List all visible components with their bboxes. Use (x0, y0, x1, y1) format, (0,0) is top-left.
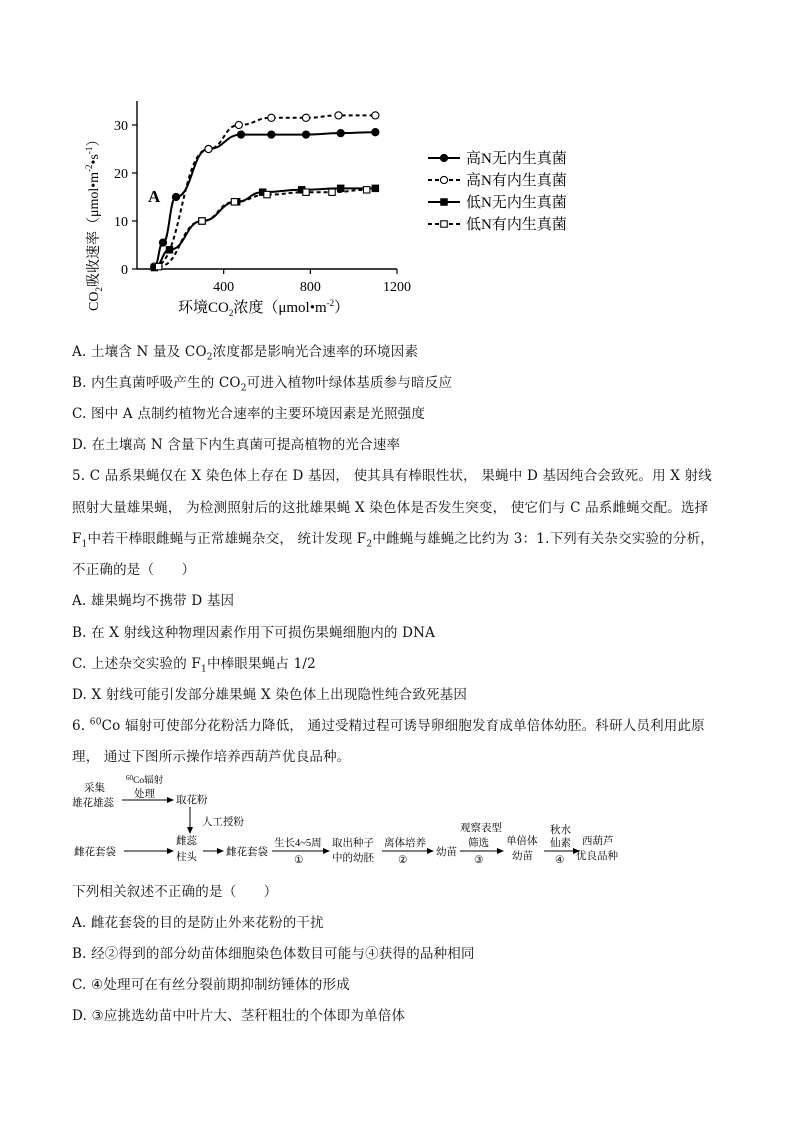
data-point (264, 191, 270, 197)
data-point (372, 112, 379, 119)
data-point (205, 145, 212, 152)
flow-pollen: 取花粉 (176, 795, 208, 806)
data-point (268, 131, 275, 138)
q5-stem-line4: 不正确的是（ ） (72, 562, 196, 578)
flow-colchicine-1: 秋水 (550, 825, 571, 836)
q6-option-a: A. 雌花套袋的目的是防止外来花粉的干扰 (72, 915, 324, 931)
data-point (268, 114, 275, 121)
x-tick-label: 800 (299, 280, 321, 295)
flow-embryo-2: 中的幼胚 (332, 853, 374, 864)
flow-grow: 生长4~5周 (274, 838, 322, 849)
flow-observe: 观察表型 (460, 823, 502, 834)
data-point (231, 199, 237, 205)
chart-legend (428, 149, 567, 233)
q5-option-b: B. 在 X 射线这种物理因素作用下可损伤果蝇细胞内的 DNA (72, 625, 436, 641)
data-point (237, 131, 244, 138)
flow-culture: 离体培养 (384, 838, 426, 849)
x-ticks (213, 269, 411, 295)
q6-option-d: D. ③应挑选幼苗中叶片大、茎秆粗壮的个体即为单倍体 (72, 1008, 406, 1024)
x-tick-label: 400 (213, 280, 235, 295)
legend-marker (441, 221, 447, 227)
data-point (329, 189, 335, 195)
flow-step-3: ③ (474, 855, 484, 866)
data-point (372, 185, 378, 191)
series-layer (151, 112, 379, 271)
legend-label: 高N无内生真菌 (466, 151, 567, 167)
flow-screen: 筛选 (468, 838, 489, 849)
flow-pollinate: 人工授粉 (202, 817, 244, 828)
flow-step-2: ② (398, 855, 408, 866)
q6-option-b: B. 经②得到的部分幼苗体细胞染色体数目可能与④获得的品种相同 (72, 946, 475, 962)
flow-process: 处理 (134, 789, 155, 800)
legend-label: 低N无内生真菌 (466, 195, 567, 211)
co2-uptake-chart (60, 66, 620, 326)
q6-question-stem: 下列相关叙述不正确的是（ ） (72, 884, 278, 900)
flow-stigma-1: 雌蕊 (176, 836, 197, 847)
q6-stem-line2: 理， 通过下图所示操作培养西葫芦优良品种。 (72, 749, 351, 765)
y-tick-label: 30 (114, 119, 128, 134)
data-point (172, 193, 179, 200)
q5-stem-line2: 照射大量雄果蝇， 为检测照射后的这批雄果蝇 X 染色体是否发生突变， 使它们与 C 品系雌蝇交配。选择 (72, 500, 709, 516)
flow-haploid-2: 幼苗 (512, 851, 533, 862)
data-point (302, 131, 309, 138)
data-point (335, 112, 342, 119)
chart-xlabel: 环境$CO_2$浓度$(\mu mol•m^{-2})$ (178, 298, 350, 318)
q5-option-d: D. X 射线可能引发部分雄果蝇 X 染色体上出现隐性纯合致死基因 (72, 687, 468, 703)
data-point (372, 129, 379, 136)
data-point (159, 239, 166, 246)
legend-label: 高N有内生真菌 (466, 173, 567, 189)
flow-collect: 采集 (84, 783, 105, 794)
data-point (155, 263, 161, 269)
flow-seedling: 幼苗 (436, 847, 457, 858)
q4-option-b: B. 内生真菌呼吸产生的 $CO_2$可进入植物叶绿体基质参与暗反应 (72, 375, 453, 394)
data-point (199, 218, 205, 224)
flow-haploid-1: 单倍体 (506, 836, 538, 847)
q6-stem-line1: 6. $^{60}$Co 辐射可使部分花粉活力降低， 通过受精过程可诱导卵细胞发育成单倍体幼胚。科研人员利用此原 (72, 717, 705, 734)
chart-ylabel: $CO_2$吸收速率$(\mu mol•m^{-2}•s^{-1})$ (84, 132, 104, 311)
q6-option-c: C. ④处理可在有丝分裂前期抑制纺锤体的形成 (72, 977, 350, 993)
data-point (337, 130, 344, 137)
flow-step-1: ① (294, 855, 304, 866)
series-line (159, 190, 367, 267)
y-tick-label: 20 (114, 167, 128, 182)
data-point (302, 114, 309, 121)
q4-option-a: A. 土壤含 N 量及 $CO_2$浓度都是影响光合速率的环境因素 (72, 344, 419, 363)
y-ticks (114, 119, 137, 278)
flow-result-2: 优良品种 (576, 851, 618, 862)
x-tick-label: 1200 (383, 280, 411, 295)
q5-option-c: C. 上述杂交实验的 $F_1$中棒眼果蝇占 1/2 (72, 656, 316, 675)
data-point (337, 185, 343, 191)
series-line (154, 132, 375, 266)
series-3 (155, 187, 369, 270)
data-point (235, 121, 242, 128)
flow-embryo-1: 取出种子 (332, 838, 374, 849)
flow-male-stamen: 雄花雄蕊 (72, 798, 114, 809)
breeding-flow-diagram (70, 773, 640, 873)
legend-marker (440, 154, 447, 161)
flow-radiation: $^{60}$Co辐射 (126, 774, 164, 786)
q5-stem-line3: $F_1$中若干棒眼雌蝇与正常雄蝇杂交， 统计发现 $F_2$中雌蝇与雄蝇之比约为 3：1.下列有关杂交实验的分析， (72, 531, 714, 550)
y-tick-label: 0 (121, 263, 128, 278)
q4-option-d: D. 在土壤高 N 含量下内生真菌可提高植物的光合速率 (72, 437, 401, 453)
flow-colchicine-2: 仙素 (550, 838, 571, 849)
y-tick-label: 10 (114, 215, 128, 230)
legend-marker (440, 176, 447, 183)
data-point (303, 189, 309, 195)
flow-bagged-2: 雌花套袋 (226, 847, 268, 858)
legend-marker (441, 199, 447, 205)
series-0 (151, 129, 379, 271)
flow-stigma-2: 柱头 (176, 852, 197, 863)
q4-option-c: C. 图中 A 点制约植物光合速率的主要环境因素是光照强度 (72, 406, 426, 422)
legend-label: 低N有内生真菌 (466, 217, 567, 233)
series-line (154, 188, 375, 267)
data-point (166, 247, 172, 253)
flow-bagged: 雌花套袋 (74, 847, 116, 858)
q5-option-a: A. 雄果蝇均不携带 D 基因 (72, 593, 235, 609)
flow-result-1: 西葫芦 (582, 836, 614, 847)
chart-annotation-a: A (148, 187, 161, 206)
q5-stem-line1: 5. C 品系果蝇仅在 X 染色体上存在 D 基因， 使其具有棒眼性状， 果蝇中 D 基因纯合会致死。用 X 射线 (72, 468, 712, 484)
flow-step-4: ④ (555, 855, 565, 866)
data-point (363, 187, 369, 193)
